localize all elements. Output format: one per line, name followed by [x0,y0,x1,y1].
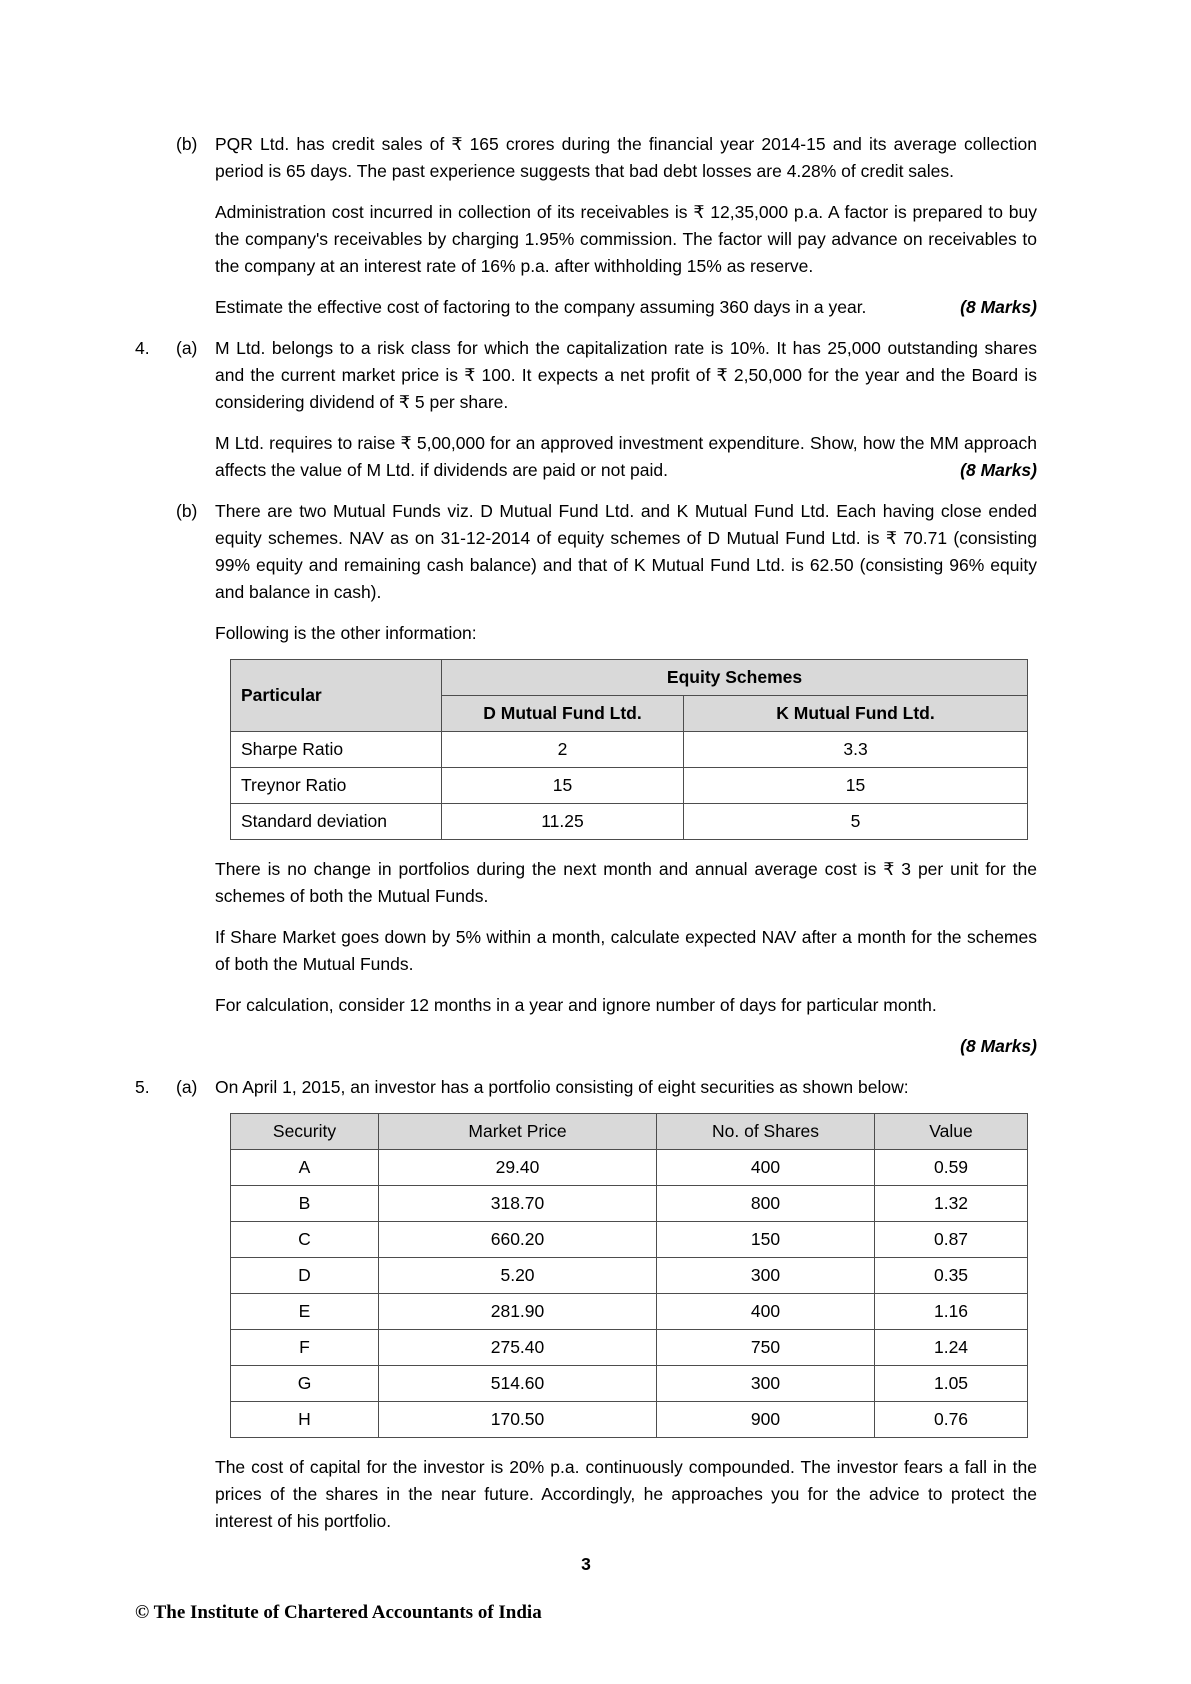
portfolio-table [230,1113,1028,1438]
copyright-footer: © The Institute of Chartered Accountants of India [135,1602,542,1623]
question-4b-paragraph-4: If Share Market goes down by 5% within a month, calculate expected NAV after a month for the schemes of both the Mutual Funds. [215,927,1037,974]
security-cell: H [231,1402,379,1438]
table-row [231,1150,1028,1186]
market-price-cell: 514.60 [379,1366,657,1402]
security-cell: A [231,1150,379,1186]
question-4a-paragraph-1: M Ltd. belongs to a risk class for which the capitalization rate is 10%. It has 25,000 outstanding shares and the current market price is ₹ 100. It expects a net profit of ₹ 2,50,000 for the year and the Board is considering dividend of ₹ 5 per share. [215,338,1037,412]
question-3b [135,131,1037,335]
value-cell: 1.16 [875,1294,1028,1330]
question-4b-marks: (8 Marks) [960,1036,1037,1056]
shares-cell: 400 [657,1294,875,1330]
market-price-cell: 275.40 [379,1330,657,1366]
equity-row-d-value: 11.25 [442,804,684,840]
equity-row-d-value: 2 [442,732,684,768]
question-3b-marks: (8 Marks) [960,297,1037,317]
table-row [231,1294,1028,1330]
question-4a-marks: (8 Marks) [960,460,1037,480]
question-5a-paragraph-1: On April 1, 2015, an investor has a portfolio consisting of eight securities as shown below: [215,1077,909,1097]
question-3b-requirement: Estimate the effective cost of factoring to the company assuming 360 days in a year. [215,297,867,317]
value-cell: 1.32 [875,1186,1028,1222]
market-price-cell: 29.40 [379,1150,657,1186]
equity-row-k-value: 15 [684,768,1028,804]
table-row [231,804,1028,840]
question-3b-paragraph-1: PQR Ltd. has credit sales of ₹ 165 crores during the financial year 2014-15 and its average collection period is 65 days. The past experience suggests that bad debt losses are 4.28% of credit sales. [215,134,1037,181]
shares-cell: 400 [657,1150,875,1186]
shares-cell: 300 [657,1258,875,1294]
question-4b-paragraph-1: There are two Mutual Funds viz. D Mutual Fund Ltd. and K Mutual Fund Ltd. Each having close ended equity schemes. NAV as on 31-12-2014 of equity schemes of D Mutual Fund Ltd. is ₹ 70.71 (consisting 99% equity and remaining cash balance) and that of K Mutual Fund Ltd. is 62.50 (consisting 96% equity and balance in cash). [215,501,1037,602]
equity-row-label: Sharpe Ratio [231,732,442,768]
shares-cell: 900 [657,1402,875,1438]
page-content [135,131,1037,1578]
question-3b-paragraph-3 [215,294,1037,321]
security-cell: G [231,1366,379,1402]
portfolio-header-market-price: Market Price [379,1114,657,1150]
shares-cell: 800 [657,1186,875,1222]
portfolio-header-no-of-shares: No. of Shares [657,1114,875,1150]
equity-table-header-particular: Particular [231,660,442,732]
question-4b-label: (b) [176,501,198,521]
portfolio-header-security: Security [231,1114,379,1150]
value-cell: 1.05 [875,1366,1028,1402]
page-number: 3 [581,1554,591,1574]
security-cell: F [231,1330,379,1366]
question-4a-requirement: M Ltd. requires to raise ₹ 5,00,000 for an approved investment expenditure. Show, how the MM approach affects the value of M Ltd. if dividends are paid or not paid. [215,433,1037,480]
table-row [231,1402,1028,1438]
equity-row-k-value: 5 [684,804,1028,840]
equity-table-header-k-fund: K Mutual Fund Ltd. [684,696,1028,732]
question-5a-paragraph-2: The cost of capital for the investor is 20% p.a. continuously compounded. The investor fears a fall in the prices of the shares in the near future. Accordingly, he approaches you for the advice to protect the interest of his portfolio. [215,1457,1037,1531]
shares-cell: 300 [657,1366,875,1402]
shares-cell: 150 [657,1222,875,1258]
market-price-cell: 318.70 [379,1186,657,1222]
question-5a-label: (a) [176,1077,198,1097]
value-cell: 0.35 [875,1258,1028,1294]
equity-row-label: Treynor Ratio [231,768,442,804]
equity-row-label: Standard deviation [231,804,442,840]
market-price-cell: 170.50 [379,1402,657,1438]
table-row [231,1186,1028,1222]
question-3b-label: (b) [176,134,198,154]
table-row [231,1222,1028,1258]
portfolio-header-value: Value [875,1114,1028,1150]
table-row [231,1366,1028,1402]
equity-schemes-table [230,659,1028,840]
value-cell: 0.87 [875,1222,1028,1258]
shares-cell: 750 [657,1330,875,1366]
equity-table-header-span: Equity Schemes [442,660,1028,696]
question-5a [135,1074,1037,1549]
question-4b [135,498,1037,1074]
equity-table-header-d-fund: D Mutual Fund Ltd. [442,696,684,732]
question-4-number: 4. [135,338,150,358]
question-4b-intro: Following is the other information: [215,623,477,643]
market-price-cell: 660.20 [379,1222,657,1258]
question-3b-paragraph-2: Administration cost incurred in collection of its receivables is ₹ 12,35,000 p.a. A factor is prepared to buy the company's receivables by charging 1.95% commission. The factor will pay advance on receivables to the company at an interest rate of 16% p.a. after withholding 15% as reserve. [215,202,1037,276]
security-cell: E [231,1294,379,1330]
market-price-cell: 281.90 [379,1294,657,1330]
question-4b-paragraph-5: For calculation, consider 12 months in a year and ignore number of days for particular month. [215,995,937,1015]
equity-row-d-value: 15 [442,768,684,804]
security-cell: B [231,1186,379,1222]
equity-row-k-value: 3.3 [684,732,1028,768]
security-cell: D [231,1258,379,1294]
security-cell: C [231,1222,379,1258]
question-4a-paragraph-2 [215,430,1037,484]
value-cell: 0.59 [875,1150,1028,1186]
question-5-number: 5. [135,1077,150,1097]
market-price-cell: 5.20 [379,1258,657,1294]
question-4a-label: (a) [176,338,198,358]
question-4a [135,335,1037,498]
value-cell: 1.24 [875,1330,1028,1366]
question-4b-paragraph-3: There is no change in portfolios during the next month and annual average cost is ₹ 3 per unit for the schemes of both the Mutual Funds. [215,859,1037,906]
value-cell: 0.76 [875,1402,1028,1438]
table-row [231,1258,1028,1294]
table-row [231,732,1028,768]
table-row [231,768,1028,804]
table-row [231,1330,1028,1366]
